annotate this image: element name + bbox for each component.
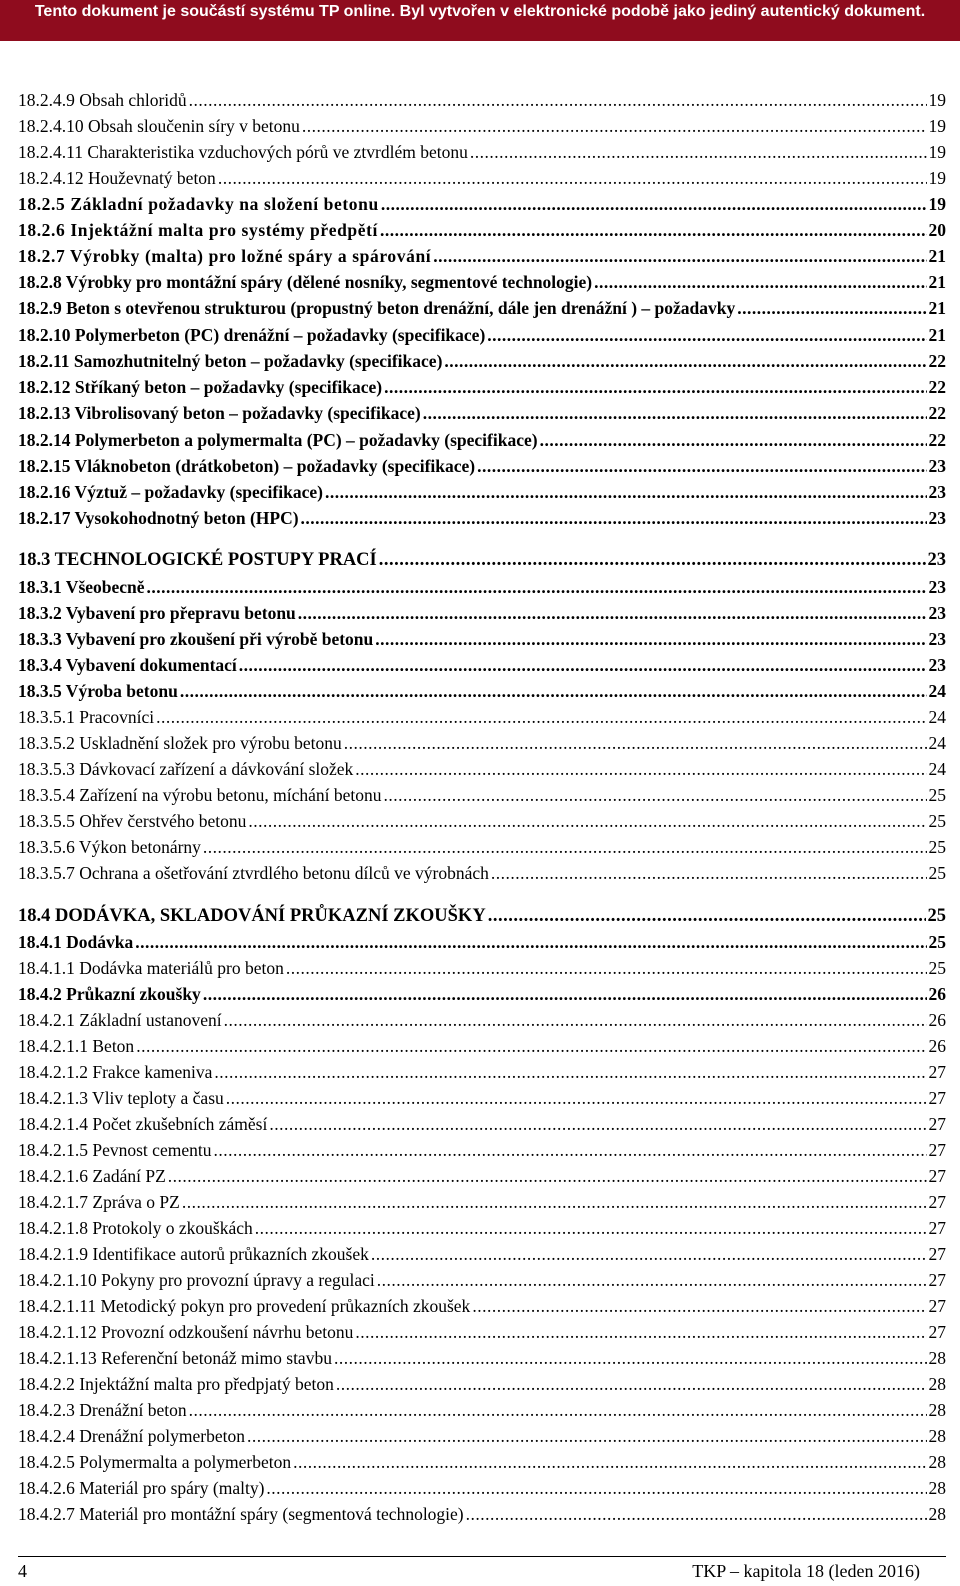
toc-entry[interactable] bbox=[18, 574, 946, 600]
toc-entry[interactable] bbox=[18, 808, 946, 834]
toc-entry[interactable] bbox=[18, 165, 946, 191]
toc-entry-title: 18.2.7 Výrobky (malta) pro ložné spáry a spárování bbox=[18, 246, 432, 266]
toc-entry-page: 24 bbox=[928, 759, 946, 779]
toc-entry-title: 18.4.2.1.3 Vliv teploty a času bbox=[18, 1088, 224, 1108]
toc-leader-dots bbox=[239, 652, 927, 678]
toc-entry[interactable] bbox=[18, 929, 946, 955]
toc-leader-dots bbox=[213, 1137, 926, 1163]
toc-entry[interactable] bbox=[18, 1163, 946, 1189]
toc-entry-page: 28 bbox=[928, 1374, 946, 1394]
toc-leader-dots bbox=[189, 1397, 927, 1423]
toc-entry-page: 23 bbox=[928, 456, 946, 476]
toc-entry[interactable] bbox=[18, 1345, 946, 1371]
toc-entry-page: 27 bbox=[928, 1244, 946, 1264]
toc-leader-dots bbox=[371, 1241, 927, 1267]
toc-entry-page: 23 bbox=[928, 577, 946, 597]
toc-leader-dots bbox=[377, 1267, 927, 1293]
toc-entry-page: 27 bbox=[928, 1114, 946, 1134]
toc-entry-title: 18.4.2.1.1 Beton bbox=[18, 1036, 135, 1056]
toc-entry[interactable] bbox=[18, 1319, 946, 1345]
toc-leader-dots bbox=[444, 348, 926, 374]
toc-leader-dots bbox=[423, 400, 927, 426]
toc-entry-title: 18.2.4.10 Obsah sloučenin síry v betonu bbox=[18, 116, 300, 136]
toc-entry-page: 21 bbox=[928, 298, 946, 318]
toc-entry-page: 20 bbox=[928, 220, 946, 240]
toc-entry-title: 18.3.5.3 Dávkovací zařízení a dávkování složek bbox=[18, 759, 354, 779]
toc-entry-page: 19 bbox=[928, 194, 946, 214]
toc-leader-dots bbox=[487, 322, 926, 348]
toc-entry[interactable] bbox=[18, 860, 946, 886]
toc-entry-title: 18.3.2 Vybavení pro přepravu betonu bbox=[18, 603, 296, 623]
toc-entry-title: 18.4.2.1.2 Frakce kameniva bbox=[18, 1062, 213, 1082]
toc-entry-page: 21 bbox=[928, 246, 946, 266]
toc-leader-dots bbox=[355, 756, 926, 782]
toc-entry[interactable] bbox=[18, 626, 946, 652]
toc-entry[interactable] bbox=[18, 453, 946, 479]
toc-entry-title: 18.2.14 Polymerbeton a polymermalta (PC) – požadavky (specifikace) bbox=[18, 430, 538, 450]
toc-leader-dots bbox=[301, 505, 927, 531]
toc-entry[interactable] bbox=[18, 1267, 946, 1293]
toc-entry-title: 18.2.4.9 Obsah chloridů bbox=[18, 90, 187, 110]
toc-entry-title: 18.3.4 Vybavení dokumentací bbox=[18, 655, 237, 675]
toc-leader-dots bbox=[325, 479, 927, 505]
toc-entry[interactable] bbox=[18, 1501, 946, 1527]
toc-entry-title: 18.2.6 Injektážní malta pro systémy předpětí bbox=[18, 220, 379, 240]
toc-entry[interactable] bbox=[18, 903, 946, 929]
toc-leader-dots bbox=[226, 1085, 927, 1111]
toc-entry-page: 26 bbox=[928, 984, 946, 1004]
toc-entry-title: 18.4.2.1.9 Identifikace autorů průkazních zkoušek bbox=[18, 1244, 369, 1264]
toc-entry-title: 18.4.2.1.8 Protokoly o zkouškách bbox=[18, 1218, 253, 1238]
toc-entry[interactable] bbox=[18, 400, 946, 426]
toc-leader-dots bbox=[380, 217, 926, 243]
toc-leader-dots bbox=[247, 1423, 927, 1449]
toc-leader-dots bbox=[466, 1501, 927, 1527]
toc-entry-page: 21 bbox=[928, 325, 946, 345]
toc-entry-title: 18.4.2.2 Injektážní malta pro předpjatý beton bbox=[18, 1374, 334, 1394]
toc-leader-dots bbox=[214, 1059, 926, 1085]
toc-leader-dots bbox=[168, 1163, 927, 1189]
toc-leader-dots bbox=[336, 1371, 927, 1397]
toc-leader-dots bbox=[302, 113, 927, 139]
toc-entry-title: 18.4.2.7 Materiál pro montážní spáry (segmentová technologie) bbox=[18, 1504, 464, 1524]
toc-entry-title: 18.4.2.1.5 Pevnost cementu bbox=[18, 1140, 212, 1160]
toc-entry[interactable] bbox=[18, 217, 946, 243]
toc-entry[interactable] bbox=[18, 269, 946, 295]
toc-leader-dots bbox=[470, 139, 927, 165]
toc-leader-dots bbox=[384, 374, 926, 400]
toc-entry-page: 28 bbox=[928, 1452, 946, 1472]
toc-entry-title: 18.4.2.1.12 Provozní odzkoušení návrhu betonu bbox=[18, 1322, 354, 1342]
toc-leader-dots bbox=[540, 427, 927, 453]
toc-leader-dots bbox=[147, 574, 927, 600]
toc-entry[interactable] bbox=[18, 834, 946, 860]
toc-entry-page: 27 bbox=[928, 1062, 946, 1082]
toc-entry-title: 18.3.5 Výroba betonu bbox=[18, 681, 178, 701]
toc-entry-page: 22 bbox=[928, 377, 946, 397]
toc-entry-page: 19 bbox=[928, 142, 946, 162]
toc-entry-title: 18.4.2.6 Materiál pro spáry (malty) bbox=[18, 1478, 265, 1498]
toc-entry[interactable] bbox=[18, 1449, 946, 1475]
toc-leader-dots bbox=[298, 600, 927, 626]
toc-entry[interactable] bbox=[18, 374, 946, 400]
toc-leader-dots bbox=[224, 1007, 927, 1033]
toc-entry-title: 18.4.2.1.13 Referenční betonáž mimo stavbu bbox=[18, 1348, 332, 1368]
toc-leader-dots bbox=[136, 1033, 926, 1059]
toc-leader-dots bbox=[379, 547, 926, 573]
toc-entry-title: 18.4.2.4 Drenážní polymerbeton bbox=[18, 1426, 245, 1446]
toc-entry-page: 25 bbox=[928, 958, 946, 978]
toc-entry-title: 18.4.2.1.10 Pokyny pro provozní úpravy a regulaci bbox=[18, 1270, 375, 1290]
toc-leader-dots bbox=[293, 1449, 926, 1475]
toc-entry[interactable] bbox=[18, 1397, 946, 1423]
toc-leader-dots bbox=[156, 704, 926, 730]
toc-entry[interactable] bbox=[18, 295, 946, 321]
toc-entry[interactable] bbox=[18, 1033, 946, 1059]
toc-entry-page: 27 bbox=[928, 1088, 946, 1108]
toc-entry-page: 26 bbox=[928, 1036, 946, 1056]
toc-entry-page: 27 bbox=[928, 1322, 946, 1342]
toc-leader-dots bbox=[594, 269, 926, 295]
toc-leader-dots bbox=[334, 1345, 927, 1371]
toc-entry-page: 21 bbox=[928, 272, 946, 292]
toc-entry[interactable] bbox=[18, 955, 946, 981]
toc-entry-title: 18.2.12 Stříkaný beton – požadavky (specifikace) bbox=[18, 377, 383, 397]
toc-entry-title: 18.2.15 Vláknobeton (drátkobeton) – požadavky (specifikace) bbox=[18, 456, 476, 476]
toc-entry[interactable] bbox=[18, 87, 946, 113]
toc-entry-page: 22 bbox=[928, 351, 946, 371]
toc-entry[interactable] bbox=[18, 427, 946, 453]
toc-leader-dots bbox=[286, 955, 927, 981]
toc-leader-dots bbox=[477, 453, 926, 479]
toc-entry-page: 19 bbox=[928, 168, 946, 188]
toc-entry-page: 23 bbox=[928, 508, 946, 528]
toc-entry-page: 28 bbox=[928, 1478, 946, 1498]
toc-leader-dots bbox=[737, 295, 926, 321]
toc-entry[interactable] bbox=[18, 1189, 946, 1215]
toc-entry-page: 28 bbox=[928, 1400, 946, 1420]
toc-entry-page: 27 bbox=[928, 1192, 946, 1212]
toc-entry[interactable] bbox=[18, 1475, 946, 1501]
toc-entry-title: 18.4.1 Dodávka bbox=[18, 932, 134, 952]
toc-entry-title: 18.3.1 Všeobecně bbox=[18, 577, 145, 597]
toc-entry-title: 18.4 DODÁVKA, SKLADOVÁNÍ PRŮKAZNÍ ZKOUŠKY bbox=[18, 906, 486, 926]
toc-entry-page: 25 bbox=[928, 785, 946, 805]
toc-entry-title: 18.4.2.3 Drenážní beton bbox=[18, 1400, 187, 1420]
toc-entry[interactable] bbox=[18, 1137, 946, 1163]
toc-entry-page: 27 bbox=[928, 1296, 946, 1316]
toc-entry-page: 28 bbox=[928, 1426, 946, 1446]
toc-entry[interactable] bbox=[18, 600, 946, 626]
toc-entry-page: 25 bbox=[928, 837, 946, 857]
toc-entry[interactable] bbox=[18, 479, 946, 505]
page-number: 4 bbox=[18, 1561, 27, 1581]
toc-entry[interactable] bbox=[18, 756, 946, 782]
toc-entry-page: 27 bbox=[928, 1166, 946, 1186]
toc-entry[interactable] bbox=[18, 1423, 946, 1449]
toc-leader-dots bbox=[266, 1475, 926, 1501]
footer-divider bbox=[18, 1556, 946, 1557]
toc-entry[interactable] bbox=[18, 652, 946, 678]
toc-entry[interactable] bbox=[18, 243, 946, 269]
toc-entry[interactable] bbox=[18, 981, 946, 1007]
toc-entry-page: 26 bbox=[928, 1010, 946, 1030]
toc-leader-dots bbox=[488, 903, 926, 929]
toc-entry-title: 18.4.2.1.4 Počet zkušebních záměsí bbox=[18, 1114, 268, 1134]
toc-leader-dots bbox=[433, 243, 926, 269]
toc-entry-page: 27 bbox=[928, 1270, 946, 1290]
toc-leader-dots bbox=[491, 860, 927, 886]
toc-entry-title: 18.4.2.1.6 Zadání PZ bbox=[18, 1166, 166, 1186]
toc-leader-dots bbox=[182, 1189, 927, 1215]
toc-entry-title: 18.3.5.4 Zařízení na výrobu betonu, míchání betonu bbox=[18, 785, 382, 805]
toc-leader-dots bbox=[472, 1293, 926, 1319]
toc-entry-title: 18.4.2 Průkazní zkoušky bbox=[18, 984, 201, 1004]
toc-entry-page: 28 bbox=[928, 1348, 946, 1368]
toc-leader-dots bbox=[218, 165, 927, 191]
toc-entry[interactable] bbox=[18, 505, 946, 531]
toc-entry[interactable] bbox=[18, 1085, 946, 1111]
toc-entry[interactable] bbox=[18, 1241, 946, 1267]
toc-leader-dots bbox=[381, 191, 927, 217]
toc-entry-title: 18.3.5.6 Výkon betonárny bbox=[18, 837, 201, 857]
toc-entry[interactable] bbox=[18, 113, 946, 139]
toc-entry-page: 23 bbox=[928, 603, 946, 623]
toc-entry-title: 18.3.5.1 Pracovníci bbox=[18, 707, 155, 727]
toc-leader-dots bbox=[248, 808, 926, 834]
toc-entry[interactable] bbox=[18, 1371, 946, 1397]
toc-leader-dots bbox=[375, 626, 926, 652]
toc-entry-title: 18.2.16 Výztuž – požadavky (specifikace) bbox=[18, 482, 323, 502]
toc-entry-title: 18.2.17 Vysokohodnotný beton (HPC) bbox=[18, 508, 299, 528]
toc-leader-dots bbox=[355, 1319, 926, 1345]
toc-entry-page: 23 bbox=[928, 482, 946, 502]
toc-entry-page: 27 bbox=[928, 1218, 946, 1238]
toc-entry[interactable] bbox=[18, 678, 946, 704]
toc-entry[interactable] bbox=[18, 191, 946, 217]
toc-entry-page: 19 bbox=[928, 90, 946, 110]
toc-entry-title: 18.3 TECHNOLOGICKÉ POSTUPY PRACÍ bbox=[18, 550, 377, 570]
toc-entry-title: 18.4.1.1 Dodávka materiálů pro beton bbox=[18, 958, 284, 978]
toc-entry-title: 18.3.3 Vybavení pro zkoušení při výrobě betonu bbox=[18, 629, 374, 649]
toc-leader-dots bbox=[189, 87, 927, 113]
toc-entry-page: 22 bbox=[928, 430, 946, 450]
toc-leader-dots bbox=[255, 1215, 927, 1241]
toc-entry-title: 18.2.9 Beton s otevřenou strukturou (propustný beton drenážní, dále jen drenážní ) – požadavky bbox=[18, 298, 736, 318]
toc-leader-dots bbox=[269, 1111, 926, 1137]
toc-entry-page: 25 bbox=[927, 906, 946, 926]
toc-entry[interactable] bbox=[18, 1059, 946, 1085]
toc-entry-title: 18.2.11 Samozhutnitelný beton – požadavky (specifikace) bbox=[18, 351, 443, 371]
toc-leader-dots bbox=[203, 981, 927, 1007]
toc-entry-title: 18.4.2.1.11 Metodický pokyn pro provedení průkazních zkoušek bbox=[18, 1296, 471, 1316]
toc-leader-dots bbox=[344, 730, 927, 756]
toc-entry-page: 23 bbox=[928, 655, 946, 675]
toc-entry-page: 28 bbox=[928, 1504, 946, 1524]
toc-entry[interactable] bbox=[18, 1215, 946, 1241]
toc-entry-page: 25 bbox=[928, 811, 946, 831]
toc-entry-title: 18.2.4.11 Charakteristika vzduchových pórů ve ztvrdlém betonu bbox=[18, 142, 468, 162]
toc-entry[interactable] bbox=[18, 139, 946, 165]
toc-entry[interactable] bbox=[18, 730, 946, 756]
toc-entry[interactable] bbox=[18, 1293, 946, 1319]
toc-entry-page: 23 bbox=[928, 629, 946, 649]
online-system-banner: Tento dokument je součástí systému TP online. Byl vytvořen v elektronické podobě jako jediný autentický dokument. bbox=[0, 0, 960, 41]
toc-entry-title: 18.2.13 Vibrolisovaný beton – požadavky (specifikace) bbox=[18, 403, 421, 423]
toc-entry-title: 18.2.4.12 Houževnatý beton bbox=[18, 168, 216, 188]
toc-entry[interactable] bbox=[18, 322, 946, 348]
toc-entry[interactable] bbox=[18, 1111, 946, 1137]
toc-entry[interactable] bbox=[18, 348, 946, 374]
toc-entry-title: 18.4.2.5 Polymermalta a polymerbeton bbox=[18, 1452, 292, 1472]
toc-leader-dots bbox=[180, 678, 927, 704]
toc-entry-page: 24 bbox=[928, 707, 946, 727]
toc-entry[interactable] bbox=[18, 547, 946, 573]
toc-entry-page: 23 bbox=[927, 550, 946, 570]
toc-leader-dots bbox=[384, 782, 927, 808]
toc-entry-title: 18.4.2.1.7 Zpráva o PZ bbox=[18, 1192, 180, 1212]
toc-entry-page: 24 bbox=[928, 733, 946, 753]
toc-entry[interactable] bbox=[18, 704, 946, 730]
toc-leader-dots bbox=[203, 834, 927, 860]
toc-entry-page: 25 bbox=[928, 932, 946, 952]
footer-document-title: TKP – kapitola 18 (leden 2016) bbox=[692, 1561, 920, 1581]
toc-entry-title: 18.3.5.2 Uskladnění složek pro výrobu betonu bbox=[18, 733, 342, 753]
toc-entry-title: 18.3.5.5 Ohřev čerstvého betonu bbox=[18, 811, 247, 831]
toc-entry-page: 25 bbox=[928, 863, 946, 883]
toc-entry-title: 18.4.2.1 Základní ustanovení bbox=[18, 1010, 222, 1030]
toc-entry-page: 22 bbox=[928, 403, 946, 423]
toc-entry-page: 19 bbox=[928, 116, 946, 136]
toc-entry-page: 27 bbox=[928, 1140, 946, 1160]
toc-entry-title: 18.2.5 Základní požadavky na složení betonu bbox=[18, 194, 379, 214]
toc-entry-page: 24 bbox=[928, 681, 946, 701]
toc-entry-title: 18.3.5.7 Ochrana a ošetřování ztvrdlého betonu dílců ve výrobnách bbox=[18, 863, 489, 883]
toc-leader-dots bbox=[135, 929, 926, 955]
toc-entry[interactable] bbox=[18, 1007, 946, 1033]
toc-entry-title: 18.2.10 Polymerbeton (PC) drenážní – požadavky (specifikace) bbox=[18, 325, 486, 345]
toc-entry[interactable] bbox=[18, 782, 946, 808]
toc-entry-title: 18.2.8 Výrobky pro montážní spáry (dělené nosníky, segmentové technologie) bbox=[18, 272, 593, 292]
